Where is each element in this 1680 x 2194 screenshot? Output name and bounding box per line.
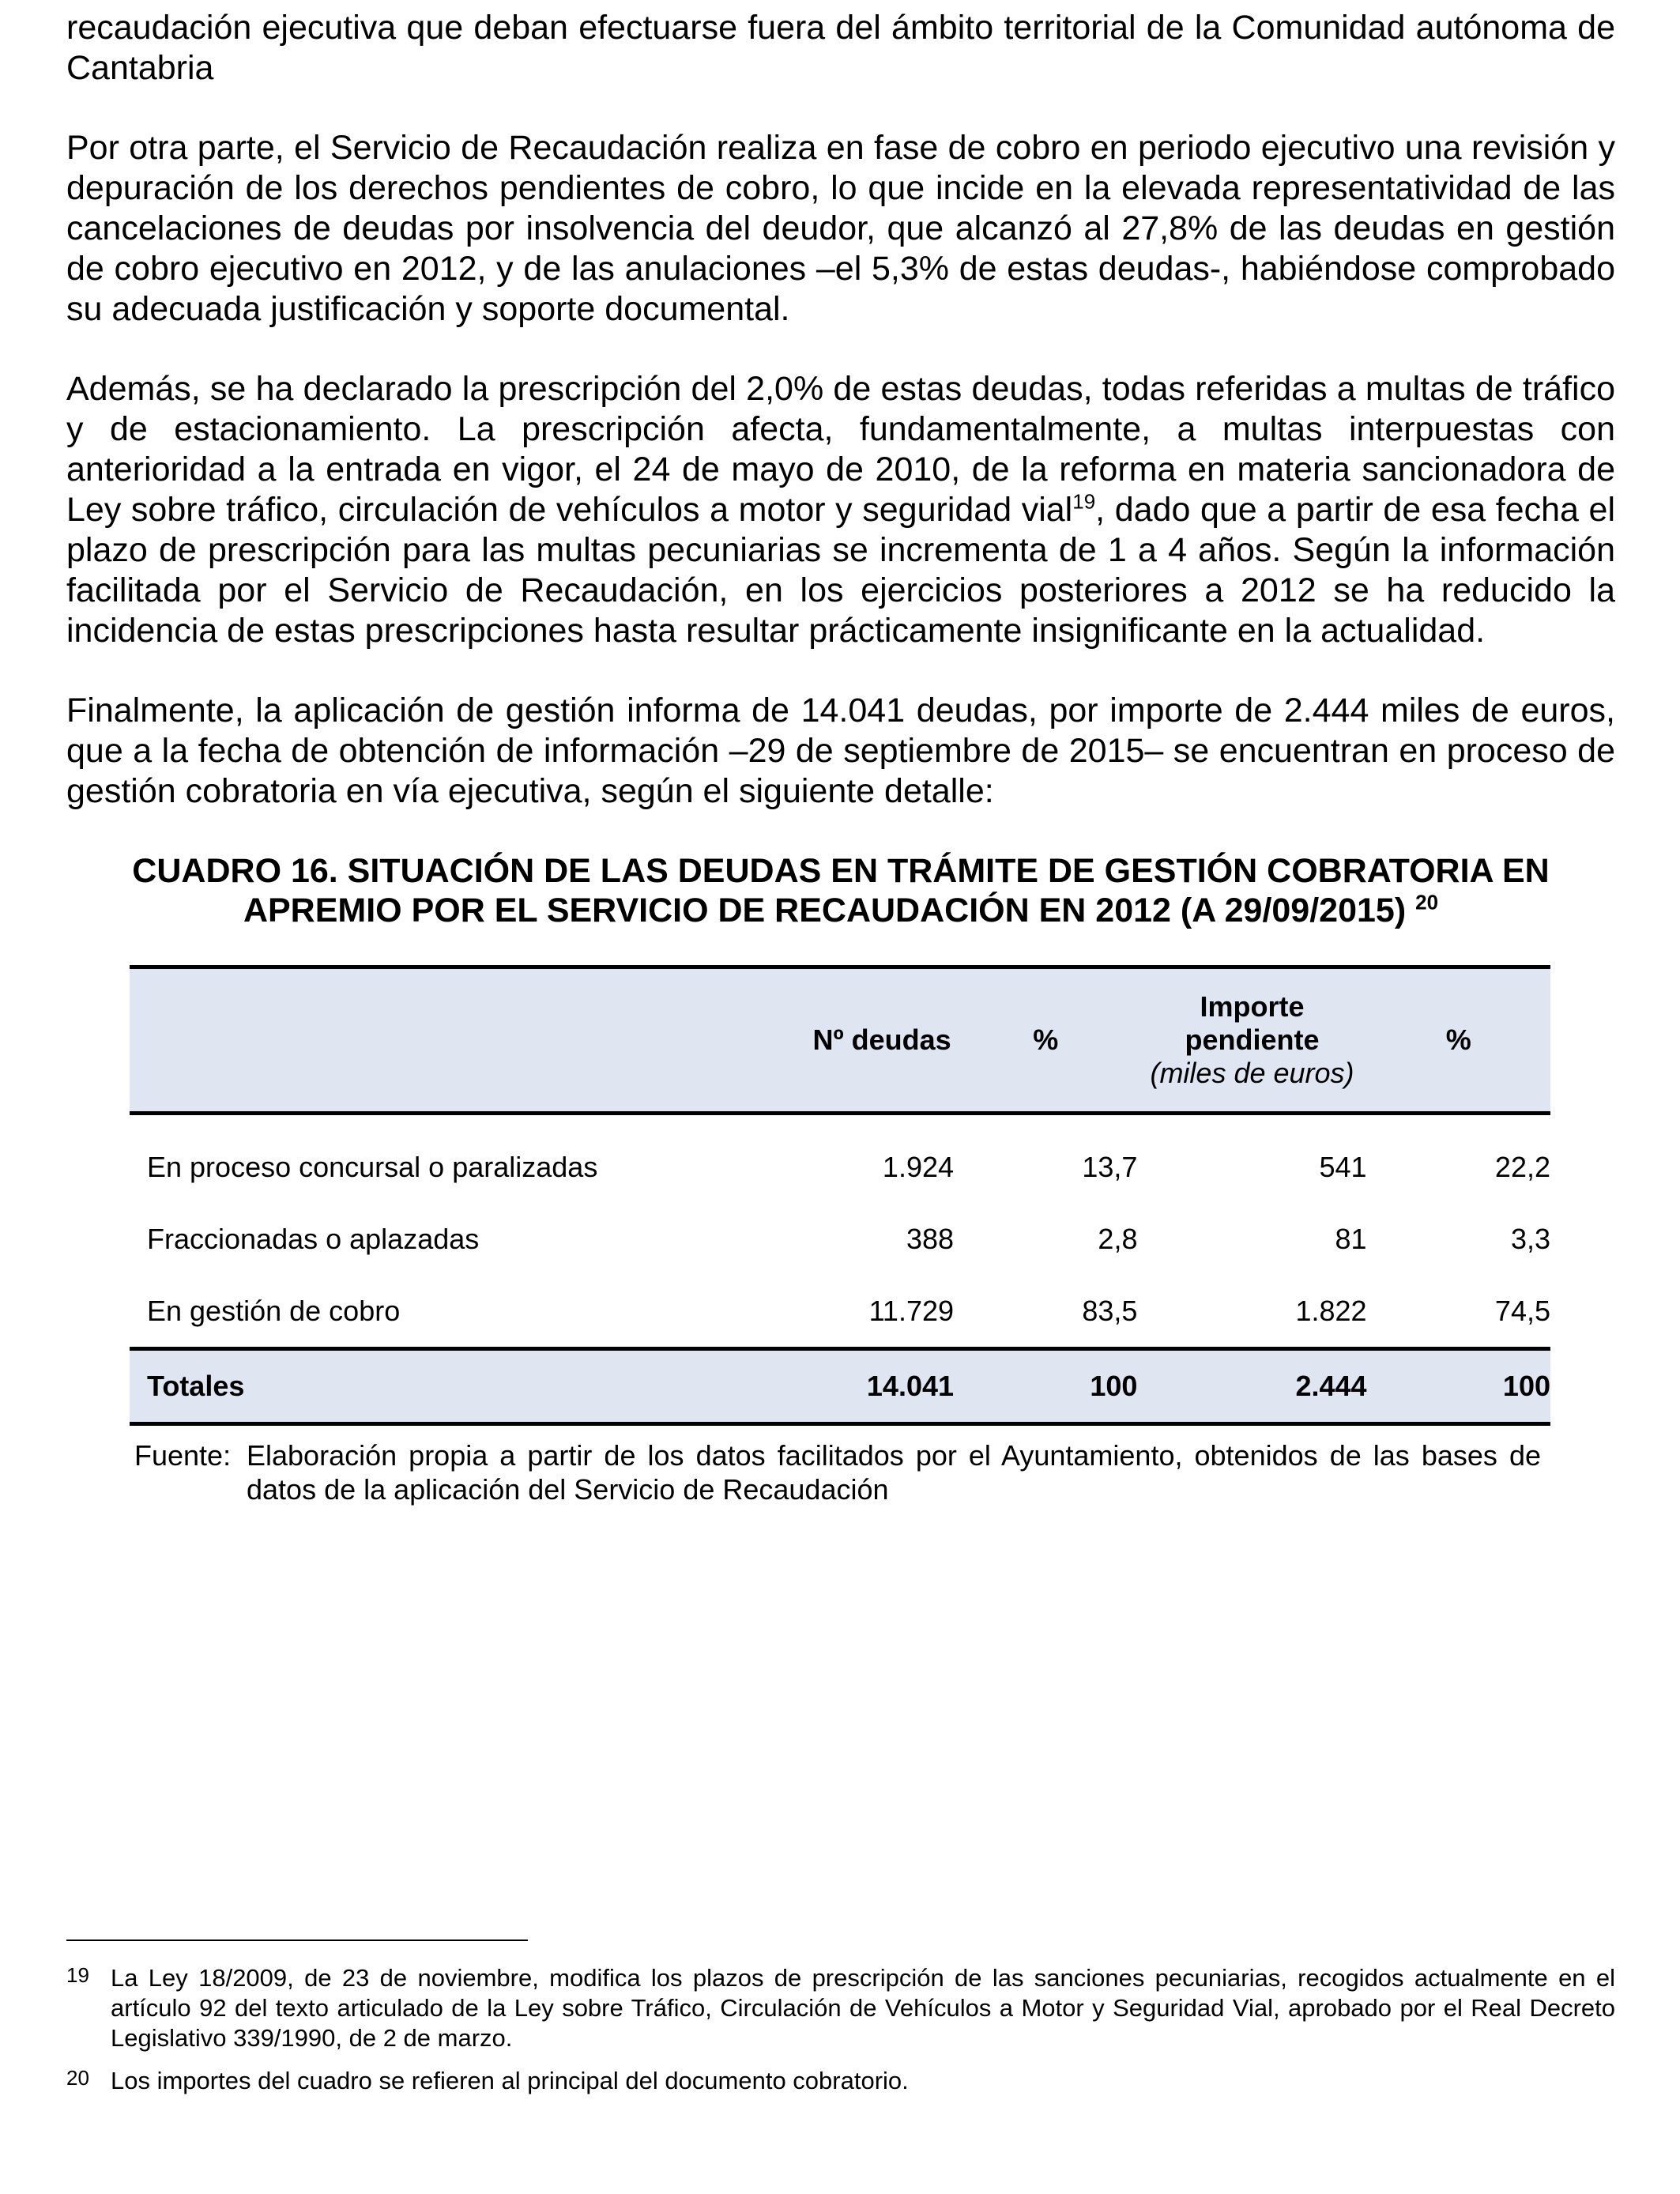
cell-pct-deudas: 83,5 (1082, 1294, 1138, 1327)
footnote-number: 19 (66, 1963, 89, 1987)
source-label: Fuente: (134, 1439, 232, 1472)
cell-deudas: 11.729 (868, 1294, 955, 1327)
header-num-deudas: Nº deudas (810, 967, 954, 1114)
footnote-19 (66, 1963, 1615, 2053)
table-title-line-1: CUADRO 16. SITUACIÓN DE LAS DEUDAS EN TRÁMITE DE GESTIÓN COBRATORIA EN (132, 852, 1550, 890)
header-pct-deudas: % (954, 967, 1137, 1114)
cell-importe: 1.822 (1295, 1294, 1367, 1327)
cell-pct-deudas: 2,8 (1098, 1222, 1138, 1255)
footnote-ref-20[interactable]: 20 (1415, 890, 1439, 914)
cell-deudas: 1.924 (882, 1150, 955, 1183)
paragraph-3 (66, 369, 1615, 651)
paragraph-3-part-b: , dado que a partir de esa fecha el plazo de prescripción para las multas pecuniarias se incrementa de 1 a 4 años. Según la información facilitada por el Servicio de Recaudación, en los ejercicios posteriores a 2012 se ha reducido la incidencia de estas prescripciones hasta resultar prácticamente insignificante en la actualidad. (66, 491, 1615, 650)
paragraph-2: Por otra parte, el Servicio de Recaudación realiza en fase de cobro en periodo ejecutivo una revisión y depuración de los derechos pendientes de cobro, lo que incide en la elevada representatividad de las cancelaciones de deudas por insolvencia del deudor, que alcanzó al 27,8% de las deudas en gestión de cobro ejecutivo en 2012, y de las anulaciones –el 5,3% de estas deudas-, habiéndose comprobado su adecuada justificación y soporte documental. (66, 129, 1615, 328)
cell-pct-importe: 3,3 (1510, 1222, 1550, 1255)
paragraph-1: recaudación ejecutiva que deban efectuarse fuera del ámbito territorial de la Comunidad autónoma de Cantabria (66, 9, 1615, 87)
cell-deudas: 388 (906, 1222, 955, 1255)
paragraph-3-part-a: Además, se ha declarado la prescripción del 2,0% de estas deudas, todas referidas a multas de tráfico y de estacionamiento. La prescripción afecta, fundamentalmente, a multas interpuestas con anterioridad a la entrada en vigor, el 24 de mayo de 2010, de la reforma en materia sancionadora de Ley sobre tráfico, circulación de vehículos a motor y seguridad vial (66, 370, 1615, 529)
total-label: Totales (130, 1349, 810, 1424)
footnote-separator (66, 1940, 528, 1941)
total-importe: 2.444 (1137, 1349, 1366, 1424)
header-pct-importe: % (1367, 967, 1550, 1114)
header-importe-line-1: Importe (1200, 990, 1305, 1023)
header-importe-unit: (miles de euros) (1150, 1057, 1354, 1089)
debts-table (130, 965, 1550, 1426)
source-text: Elaboración propia a partir de los datos facilitados por el Ayuntamiento, obtenidos de las bases de datos de la aplicación del Servicio de Recaudación (247, 1439, 1541, 1506)
cell-importe: 541 (1319, 1150, 1367, 1183)
paragraph-4: Finalmente, la aplicación de gestión informa de 14.041 deudas, por importe de 2.444 miles de euros, que a la fecha de obtención de información –29 de septiembre de 2015– se encuentran en proceso de gestión cobratoria en vía ejecutiva, según el siguiente detalle: (66, 692, 1615, 810)
table-total-row (130, 1349, 1550, 1424)
table-row (130, 1203, 1550, 1275)
footnote-ref-19[interactable]: 19 (1072, 489, 1096, 514)
header-empty (130, 967, 810, 1114)
cell-pct-importe: 74,5 (1494, 1294, 1550, 1327)
table-title-line-2-text: APREMIO POR EL SERVICIO DE RECAUDACIÓN EN 2012 (A 29/09/2015) (243, 892, 1407, 929)
document-page (66, 8, 1615, 1506)
header-importe-line-2: pendiente (1185, 1023, 1320, 1056)
footnotes (66, 1963, 1615, 2109)
footnote-text: La Ley 18/2009, de 23 de noviembre, modifica los plazos de prescripción de las sanciones pecuniarias, recogidos actualmente en el artículo 92 del texto articulado de la Ley sobre Tráfico, Circulación de Vehículos a Motor y Seguridad Vial, aprobado por el Real Decreto Legislativo 339/1990, de 2 de marzo. (111, 1964, 1615, 2052)
row-label: Fraccionadas o aplazadas (147, 1222, 480, 1255)
footnote-text: Los importes del cuadro se refieren al principal del documento cobratorio. (111, 2067, 909, 2094)
footnote-20 (66, 2066, 1615, 2096)
total-pct-importe: 100 (1367, 1349, 1550, 1424)
table-row (130, 1275, 1550, 1349)
table-header-row (130, 967, 1550, 1114)
table-source (134, 1438, 1541, 1506)
table-title (66, 851, 1615, 930)
table-row (130, 1114, 1550, 1204)
row-label: En proceso concursal o paralizadas (147, 1150, 598, 1183)
cell-pct-deudas: 13,7 (1082, 1150, 1138, 1183)
table-title-line-2 (66, 891, 1615, 930)
header-importe (1137, 967, 1366, 1114)
total-pct-deudas: 100 (954, 1349, 1137, 1424)
footnote-number: 20 (66, 2066, 89, 2090)
row-label: En gestión de cobro (147, 1294, 401, 1327)
cell-pct-importe: 22,2 (1494, 1150, 1550, 1183)
total-deudas: 14.041 (810, 1349, 954, 1424)
cell-importe: 81 (1335, 1222, 1367, 1255)
